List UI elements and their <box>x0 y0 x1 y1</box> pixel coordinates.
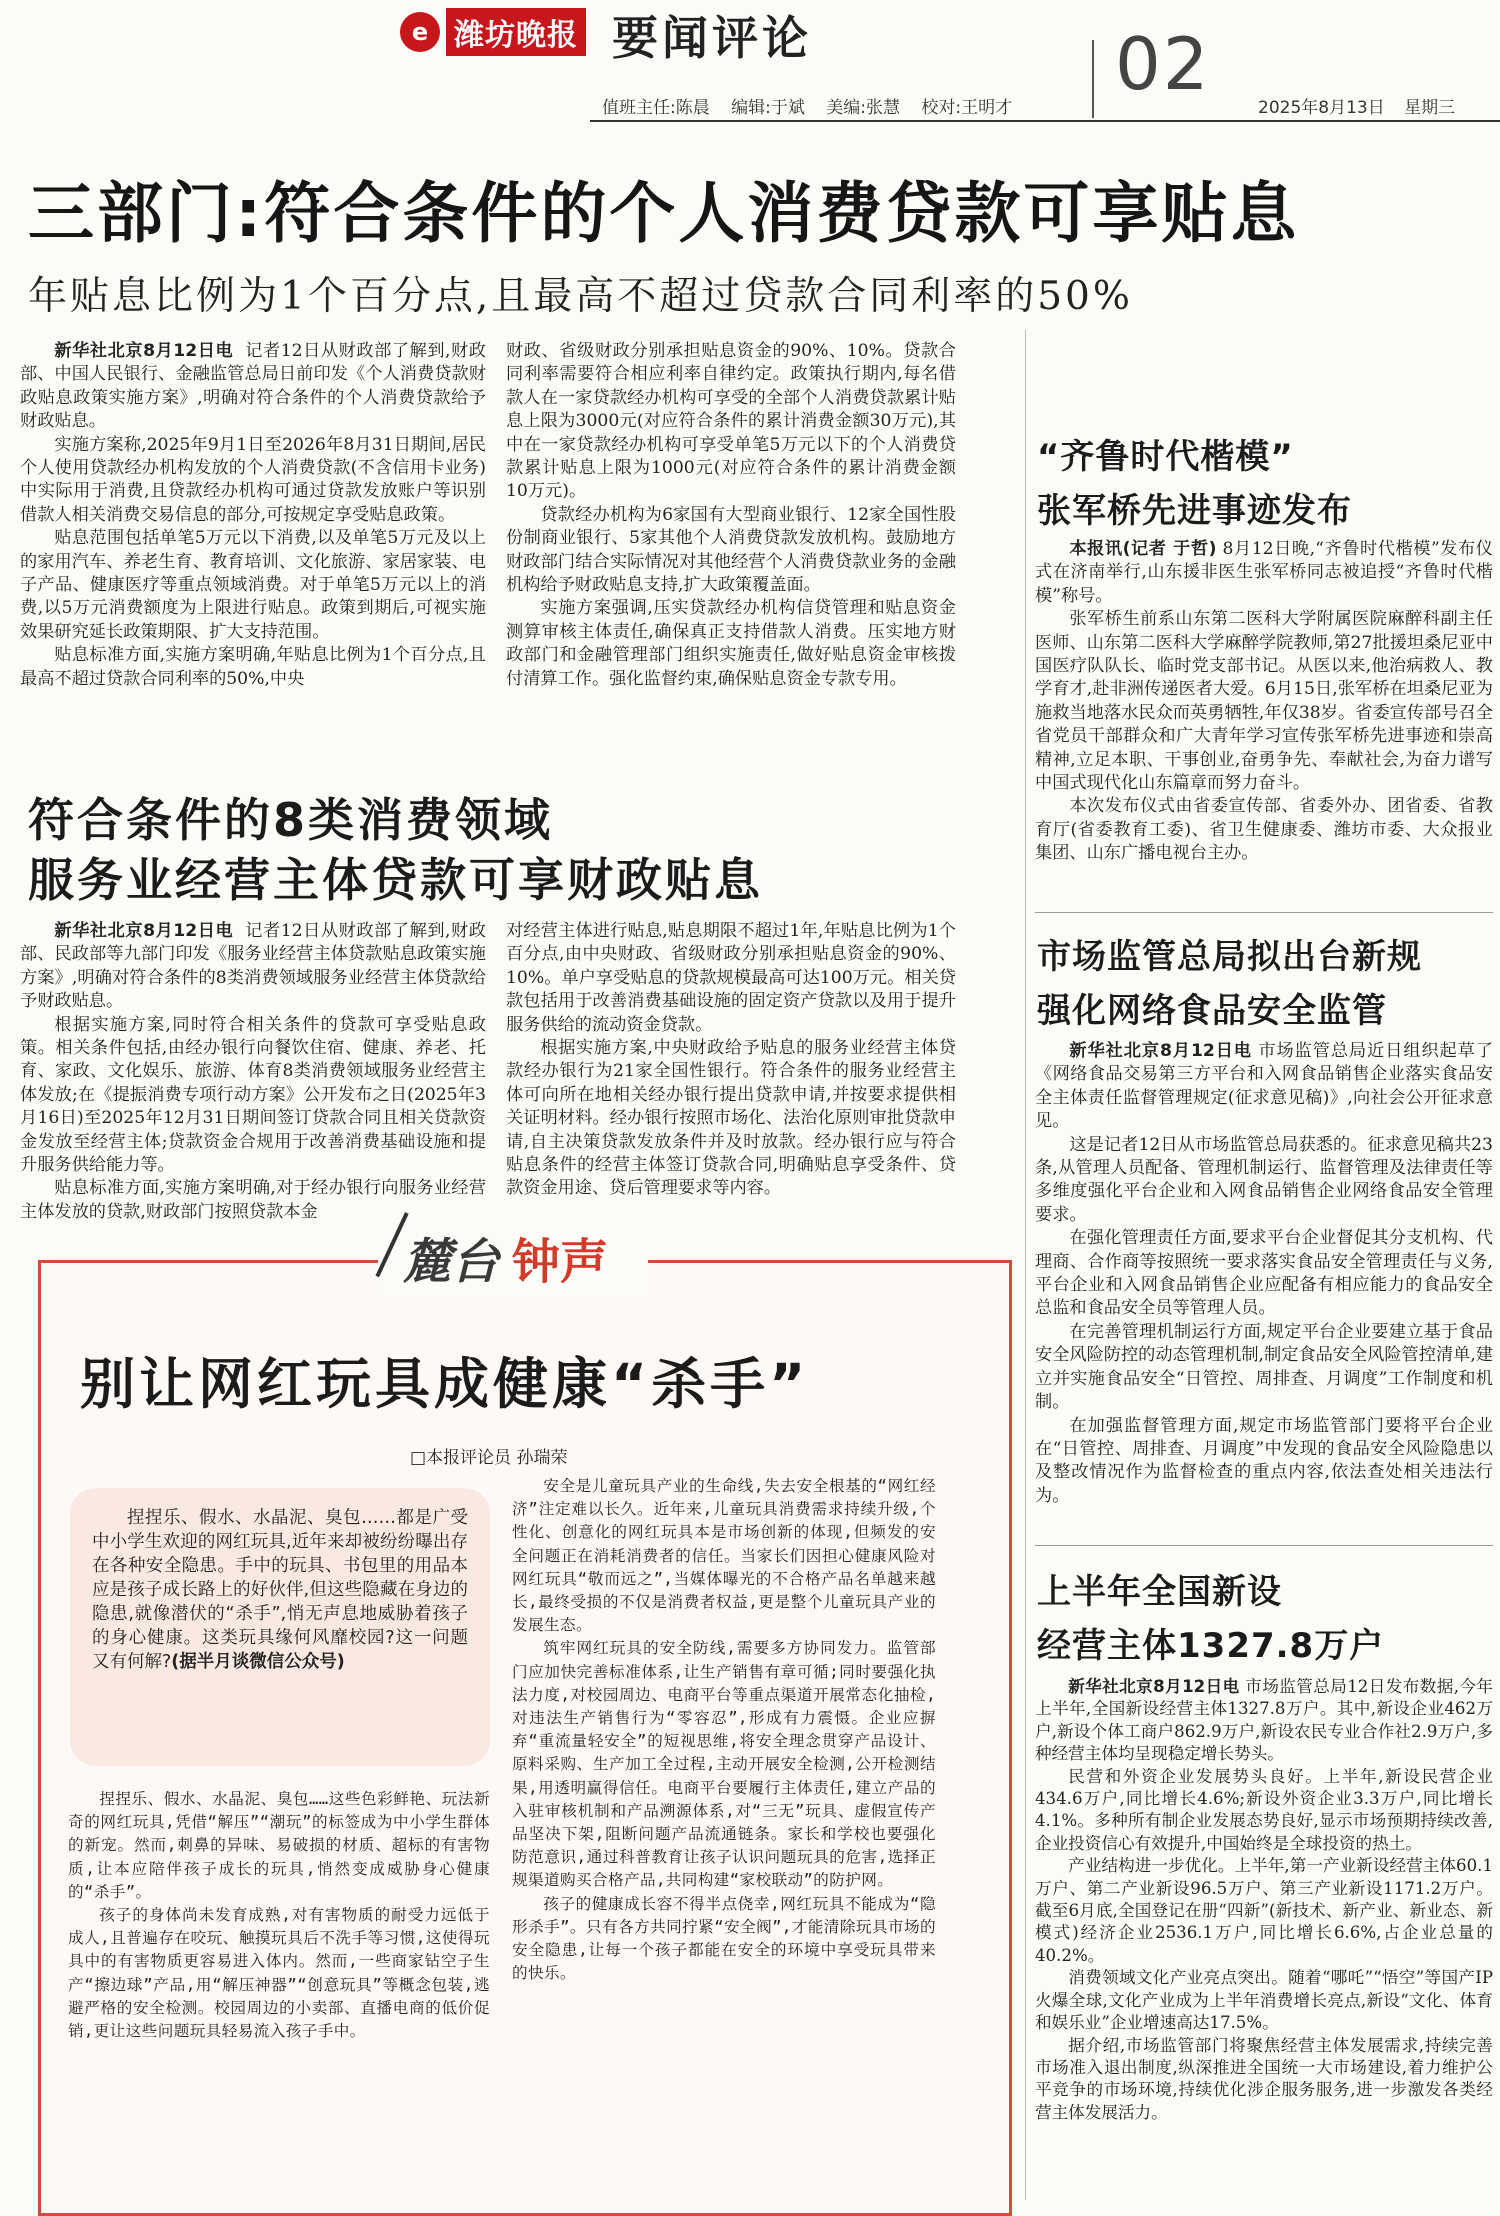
paragraph: 在强化管理责任方面,要求平台企业督促其分支机构、代理商、合作商等按照统一要求落实食品安全管理责任与义务,平台企业和入网食品销售企业应配备有相应能力的食品安全总监和食品安全员等管理人员。 <box>1035 1228 1493 1319</box>
issue-date <box>1258 93 1469 118</box>
paragraph: 产业结构进一步优化。上半年,第一产业新设经营主体60.1万户、第二产业新设96.5万户、第三产业新设1171.2万户。截至6月底,全国登记在册“四新”(新技术、新产业、新业态、新模式)经济企业2536.1万户,同比增长6.6%,占企业总量的40.2%。 <box>1035 1856 1493 1965</box>
paragraph: 市场监管总局12日发布数据,今年上半年,全国新设经营主体1327.8万户。其中,新设企业462万户,新设个体工商户862.9万户,新设农民专业合作社2.9万户,多种经营主体均呈现稳定增长势头。 <box>1035 1677 1494 1764</box>
column-name-a: 麓台 <box>403 1234 500 1290</box>
title-line: 市场监管总局拟出台新规 <box>1037 937 1422 977</box>
second-headline <box>28 790 763 910</box>
paragraph: 据介绍,市场监管部门将聚焦经营主体发展需求,持续完善市场准入退出制度,纵深推进全国统一大市场建设,着力维护公平竞争的市场环境,持续优化涉企服务服务,进一步激发各类经营主体发展活力。 <box>1035 2035 1493 2122</box>
section-title: 要闻评论 <box>612 11 812 65</box>
paragraph: 实施方案称,2025年9月1日至2026年8月31日期间,居民个人使用贷款经办机构发放的个人消费贷款(不含信用卡业务)中实际用于消费,且贷款经办机构可通过贷款发放账户等识别借款人相关消费交易信息的部分,可按规定享受贴息政策。 <box>20 434 486 525</box>
column-brand <box>378 1215 648 1295</box>
staff-credit: 值班主任:陈晨 <box>602 98 710 118</box>
paragraph: 根据实施方案,中央财政给予贴息的服务业经营主体贷款经办银行为21家全国性银行。符合条件的服务业经营主体可向所在地相关经办银行提出贷款申请,并按要求提供相关证明材料。经办银行按照市场化、法治化原则审批贷款申请,自主决策贷款发放条件并及时放款。经办银行应与符合贴息条件的经营主体签订贷款合同,明确贴息享受条件、贷款资金用途、贷后管理要求等内容。 <box>506 1038 956 1199</box>
paragraph: 安全是儿童玩具产业的生命线,失去安全根基的“网红经济”注定难以长久。近年来,儿童玩具消费需求持续升级,个性化、创意化的网红玩具本是市场创新的体现,但频发的安全问题正在消耗消费者的信任。当家长们因担心健康风险对网红玩具“敬而远之”,当媒体曝光的不合格产品名单越来越长,最终受损的不仅是消费者权益,更是整个儿童玩具产业的发展生态。 <box>512 1477 936 1635</box>
paragraph: 贷款经办机构为6家国有大型商业银行、12家全国性股份制商业银行、5家其他个人消费贷款发放机构。鼓励地方财政部门结合实际情况对其他经营个人消费贷款业务的金融机构给予财政贴息支持,扩大政策覆盖面。 <box>506 504 956 596</box>
paragraph: 张军桥生前系山东第二医科大学附属医院麻醉科副主任医师、山东第二医科大学麻醉学院教师,第27批援坦桑尼亚中国医疗队队长、临时党支部书记。从医以来,他治病救人、教学育才,赴非洲传递医者大爱。6月15日,张军桥在坦桑尼亚为施救当地落水民众而英勇牺牲,年仅38岁。省委宣传部号召全省党员干部群众和广大青年学习宣传张军桥先进事迹和崇高精神,立足本职、干事创业,奋勇争先、奉献社会,为奋力谱写中国式现代化山东篇章而努力奋斗。 <box>1035 609 1493 794</box>
title-line: 强化网络食品安全监管 <box>1037 991 1387 1031</box>
paragraph: 贴息范围包括单笔5万元以下消费,以及单笔5万元及以上的家用汽车、养老生育、教育培训、文化旅游、家居家装、电子产品、健康医疗等重点领域消费。对于单笔5万元以上的消费,以5万元消费额度为上限进行贴息。政策到期后,可视实施效果研究延长政策期限、扩大支持范围。 <box>20 528 486 642</box>
paragraph: 对经营主体进行贴息,贴息期限不超过1年,年贴息比例为1个百分点,由中央财政、省级财政分别承担贴息资金的90%、10%。单户享受贴息的贷款规模最高可达100万元。相关贷款包括用于改善消费基础设施的固定资产贷款以及用于提升服务供给的流动资金贷款。 <box>506 921 956 1035</box>
paragraph: 筑牢网红玩具的安全防线,需要多方协同发力。监管部门应加快完善标准体系,让生产销售有章可循;同时要强化执法力度,对校园周边、电商平台等重点渠道开展常态化抽检,对违法生产销售行为“零容忍”,形成有力震慑。企业应摒弃“重流量轻安全”的短视思维,将安全理念贯穿产品设计、原料采购、生产加工全过程,主动开展安全检测,公开检测结果,用透明赢得信任。电商平台要履行主体责任,建立产品的入驻审核机制和产品溯源体系,对“三无”玩具、虚假宣传产品坚决下架,阻断问题产品流通链条。家长和学校也要强化防范意识,通过科普教育让孩子认识问题玩具的危害,选择正规渠道购买合格产品,共同构建“家校联动”的防护网。 <box>512 1639 936 1890</box>
paragraph: 贴息标准方面,实施方案明确,年贴息比例为1个百分点,且最高不超过贷款合同利率的50%,中央 <box>20 645 486 689</box>
staff-credits <box>602 93 1028 118</box>
paragraph: 8月12日晚,“齐鲁时代楷模”发布仪式在济南举行,山东援非医生张军桥同志被追授“齐鲁时代楷模”称号。 <box>1035 539 1493 606</box>
newspaper-logo <box>400 4 610 60</box>
main-story-column-1 <box>20 340 486 691</box>
masthead-rule <box>590 120 1500 122</box>
second-story-column-2 <box>506 920 956 1201</box>
commentary-byline: □本报评论员 孙瑞荣 <box>410 1448 568 1468</box>
dateline: 新华社北京8月12日电 <box>1069 1041 1253 1061</box>
paragraph: 民营和外资企业发展势头良好。上半年,新设民营企业434.6万户,同比增长4.6%;新设外资企业3.3万户,同比增长4.1%。多种所有制企业发展态势良好,显示市场预期持续改善,企业投资信心有效提升,中国始终是全球投资的热土。 <box>1035 1766 1493 1853</box>
title-line: “齐鲁时代楷模” <box>1037 437 1294 477</box>
page-number: 02 <box>1115 22 1211 106</box>
title-line: 张军桥先进事迹发布 <box>1037 491 1352 531</box>
title-line: 上半年全国新设 <box>1037 1572 1282 1612</box>
pull-quote <box>70 1488 490 1766</box>
staff-credit: 编辑:于斌 <box>731 98 805 118</box>
masthead-divider <box>1092 40 1094 118</box>
main-headline: 三部门:符合条件的个人消费贷款可享贴息 <box>28 175 1300 252</box>
commentary-column-2 <box>512 1475 936 1985</box>
weekday-text: 星期三 <box>1404 98 1456 118</box>
column-name-b: 钟声 <box>512 1234 609 1290</box>
paragraph: 这是记者12日从市场监管总局获悉的。征求意见稿共23条,从管理人员配备、管理机制运行、监督管理及法律责任等多维度强化平台企业和入网食品销售企业网络食品安全管理要求。 <box>1035 1134 1493 1225</box>
main-subhead: 年贴息比例为1个百分点,且最高不超过贷款合同利率的50% <box>28 274 1133 319</box>
story-title <box>1037 930 1422 1038</box>
story-title <box>1037 430 1352 538</box>
pull-quote-source: (据半月谈微信公众号) <box>171 1652 345 1672</box>
staff-credit: 美编:张慧 <box>826 98 901 118</box>
pull-quote-text: 捏捏乐、假水、水晶泥、臭包……都是广受中小学生欢迎的网红玩具,近年来却被纷纷曝出存在各种安全隐患。手中的玩具、书包里的用品本应是孩子成长路上的好伙伴,但这些隐藏在身边的隐患,就像潜伏的“杀手”,悄无声息地威胁着孩子的身心健康。这类玩具缘何风靡校园?这一问题又有何解? <box>92 1508 468 1672</box>
paragraph: 本次发布仪式由省委宣传部、省委外办、团省委、省教育厅(省委教育工委)、省卫生健康委、潍坊市委、大众报业集团、山东广播电视台主办。 <box>1035 796 1493 864</box>
paper-name: 潍坊晚报 <box>446 8 586 56</box>
paragraph: 捏捏乐、假水、水晶泥、臭包……这些色彩鲜艳、玩法新奇的网红玩具,凭借“解压”“潮玩”的标签成为中小学生群体的新宠。然而,刺鼻的异味、易破损的材质、超标的有害物质,让本应陪伴孩子成长的玩具,悄然变成威胁身心健康的“杀手”。 <box>68 1790 490 1901</box>
paragraph: 在加强监督管理方面,规定市场监管部门要将平台企业在“日管控、周排查、月调度”中发现的食品安全风险隐患以及整改情况作为监督检查的重点内容,依法查处相关违法行为。 <box>1035 1415 1493 1506</box>
dateline: 新华社北京8月12日电 <box>54 341 234 361</box>
paragraph: 记者12日从财政部了解到,财政部、中国人民银行、金融监管总局日前印发《个人消费贷款财政贴息政策实施方案》,明确对符合条件的个人消费贷款给予财政贴息。 <box>20 341 486 432</box>
story-separator <box>1035 912 1493 913</box>
paragraph: 市场监管总局近日组织起草了《网络食品交易第三方平台和入网食品销售企业落实食品安全主体责任监督管理规定(征求意见稿)》,向社会公开征求意见。 <box>1035 1041 1493 1132</box>
paragraph: 贴息标准方面,实施方案明确,对于经办银行向服务业经营主体发放的贷款,财政部门按照贷款本金 <box>20 1178 486 1222</box>
dateline: 新华社北京8月12日电 <box>54 921 234 941</box>
main-story-column-2 <box>506 340 956 691</box>
paragraph: 记者12日从财政部了解到,财政部、民政部等九部门印发《服务业经营主体贷款贴息政策实施方案》,明确对符合条件的8类消费领域服务业经营主体贷款给予财政贴息。 <box>20 921 486 1012</box>
paragraph: 消费领域文化产业亮点突出。随着“哪吒”“悟空”等国产IP火爆全球,文化产业成为上半年消费增长亮点,新设“文化、体育和娱乐业”企业增速高达17.5%。 <box>1035 1968 1493 2033</box>
story-title <box>1037 1565 1384 1673</box>
commentary-headline: 别让网红玩具成健康“杀手” <box>80 1352 810 1416</box>
column-divider <box>1025 330 1026 2200</box>
date-text: 2025年8月13日 <box>1258 98 1385 118</box>
dateline: 本报讯(记者 于哲) <box>1069 539 1217 559</box>
commentary-column-1 <box>68 1788 490 2043</box>
headline-line: 服务业经营主体贷款可享财政贴息 <box>28 853 763 907</box>
logo-mark: e <box>400 12 440 52</box>
title-line: 经营主体1327.8万户 <box>1037 1626 1385 1666</box>
right-story-3-body <box>1035 1676 1493 2124</box>
story-separator <box>1035 1545 1493 1546</box>
second-story-column-1 <box>20 920 486 1224</box>
right-story-2-body <box>1035 1040 1493 1508</box>
dateline: 新华社北京8月12日电 <box>1068 1677 1240 1696</box>
right-story-1-body <box>1035 538 1493 866</box>
staff-credit: 校对:王明才 <box>921 98 1013 118</box>
paragraph: 财政、省级财政分别承担贴息资金的90%、10%。贷款合同利率需要符合相应利率自律约定。政策执行期内,每名借款人在一家贷款经办机构可享受的全部个人消费贷款累计贴息上限为3000元(对应符合条件的累计消费金额30万元),其中在一家贷款经办机构可享受单笔5万元以下的个人消费贷款累计贴息上限为1000元(对应符合条件的累计消费金额10万元)。 <box>506 341 956 502</box>
paragraph: 孩子的健康成长容不得半点侥幸,网红玩具不能成为“隐形杀手”。只有各方共同拧紧“安全阀”,才能清除玩具市场的安全隐患,让每一个孩子都能在安全的环境中享受玩具带来的快乐。 <box>512 1894 936 1983</box>
paragraph: 实施方案强调,压实贷款经办机构信贷管理和贴息资金测算审核主体责任,确保真正支持借款人消费。压实地方财政部门和金融管理部门组织实施责任,做好贴息资金审核拨付清算工作。强化监督约束,确保贴息资金专款专用。 <box>506 598 956 689</box>
paragraph: 在完善管理机制运行方面,规定平台企业要建立基于食品安全风险防控的动态管理机制,制定食品安全风险管控清单,建立并实施食品安全“日管控、周排查、月调度”工作制度和机制。 <box>1035 1321 1493 1413</box>
headline-line: 符合条件的8类消费领域 <box>28 793 554 847</box>
paragraph: 根据实施方案,同时符合相关条件的贷款可享受贴息政策。相关条件包括,由经办银行向餐饮住宿、健康、养老、托育、家政、文化娱乐、旅游、体育8类消费领域服务业经营主体发放;在《提振消费专项行动方案》公开发布之日(2025年3月16日)至2025年12月31日期间签订贷款合同且相关贷款资金发放至经营主体;贷款资金合规用于改善消费基础设施和提升服务供给能力等。 <box>20 1014 486 1176</box>
paragraph: 孩子的身体尚未发育成熟,对有害物质的耐受力远低于成人,且普遍存在咬玩、触摸玩具后不洗手等习惯,这使得玩具中的有害物质更容易进入体内。然而,一些商家钻空子生产“擦边球”产品,用“解压神器”“创意玩具”等概念包装,逃避严格的安全检测。校园周边的小卖部、直播电商的低价促销,更让这些问题玩具轻易流入孩子手中。 <box>68 1906 490 2041</box>
